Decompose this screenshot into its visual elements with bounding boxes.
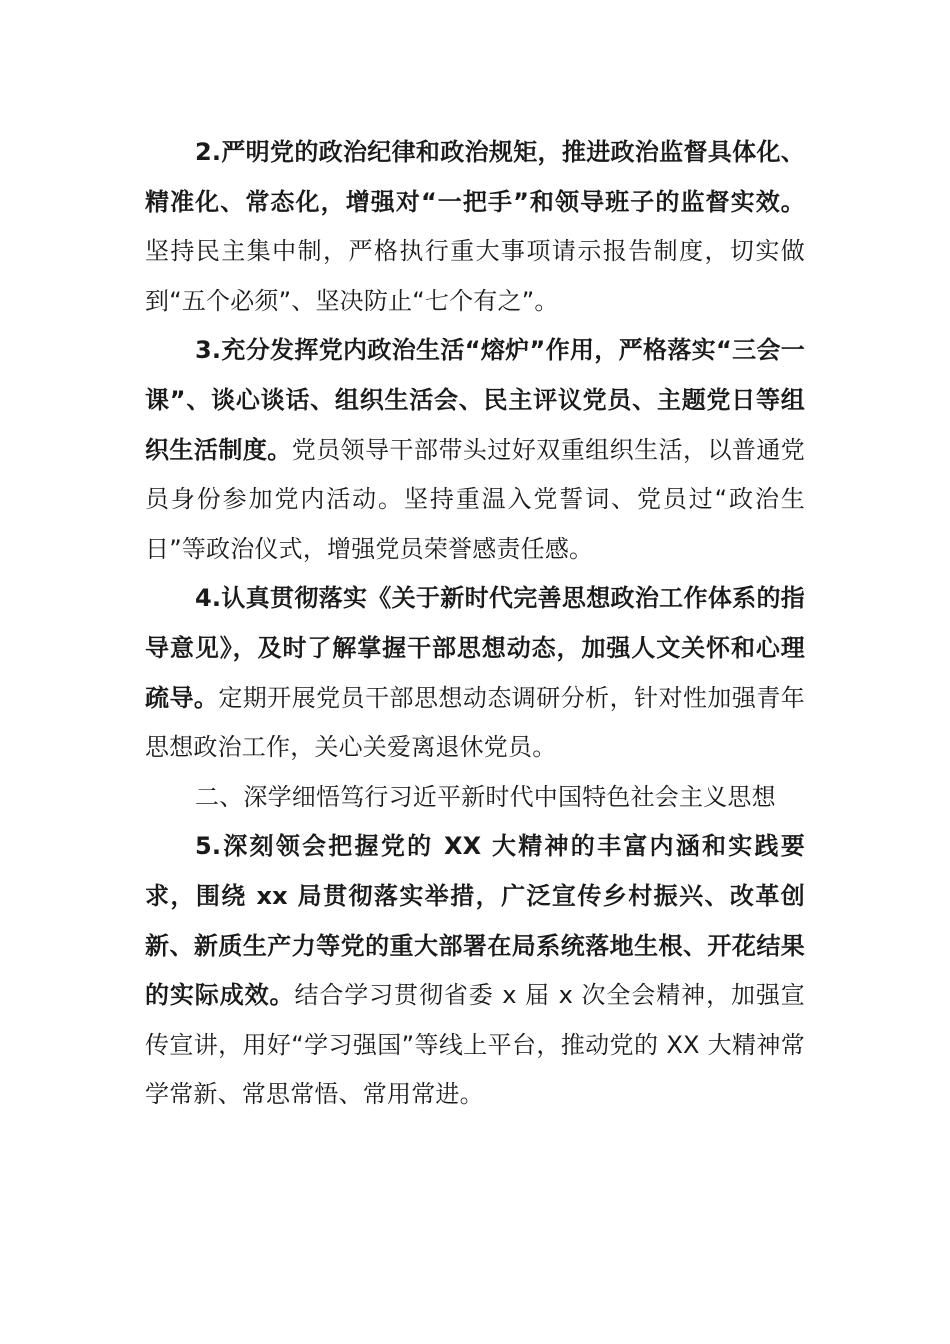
document-body [145, 128, 805, 1120]
paragraph-body-text: 党员领导干部带头过好双重组织生活，以普通党员身份参加党内活动。坚持重温入党誓词、党员过“政治生日”等政治仪式，增强党员荣誉感责任感。 [145, 435, 806, 563]
paragraph-item-2 [145, 128, 805, 326]
paragraph-item-3 [145, 326, 805, 574]
section-heading-2 [145, 773, 805, 823]
paragraph-body-text: 坚持民主集中制，严格执行重大事项请示报告制度，切实做到“五个必须”、坚决防止“七个有之”。 [145, 237, 805, 315]
paragraph-lead-bold: 2.严明党的政治纪律和政治规矩，推进政治监督具体化、精准化、常态化，增强对“一把手”和领导班子的监督实效。 [145, 138, 805, 216]
section-heading-text: 二、深学细悟笃行习近平新时代中国特色社会主义思想 [195, 782, 776, 811]
paragraph-body-text: 定期开展党员干部思想动态调研分析，针对性加强青年思想政治工作，关心关爱离退休党员。 [145, 683, 805, 762]
paragraph-item-4 [145, 574, 805, 772]
paragraph-lead-bold: 4.认真贯彻落实《关于新时代完善思想政治工作体系的指导意见》，及时了解掌握干部思想动态，加强人文关怀和心理疏导。 [145, 584, 805, 712]
paragraph-lead-bold: 3.充分发挥党内政治生活“熔炉”作用，严格落实“三会一课”、谈心谈话、组织生活会、民主评议党员、主题党日等组织生活制度。 [145, 336, 805, 464]
paragraph-body-text: 结合学习贯彻省委 x 届 x 次全会精神，加强宣传宣讲，用好“学习强国”等线上平台，推动党的 XX 大精神常学常新、常思常悟、常用常进。 [145, 981, 805, 1109]
paragraph-item-5 [145, 822, 805, 1120]
paragraph-lead-bold: 5.深刻领会把握党的 XX 大精神的丰富内涵和实践要求，围绕 xx 局贯彻落实举措，广泛宣传乡村振兴、改革创新、新质生产力等党的重大部署在局系统落地生根、开花结果的实际成效。 [145, 832, 805, 1010]
